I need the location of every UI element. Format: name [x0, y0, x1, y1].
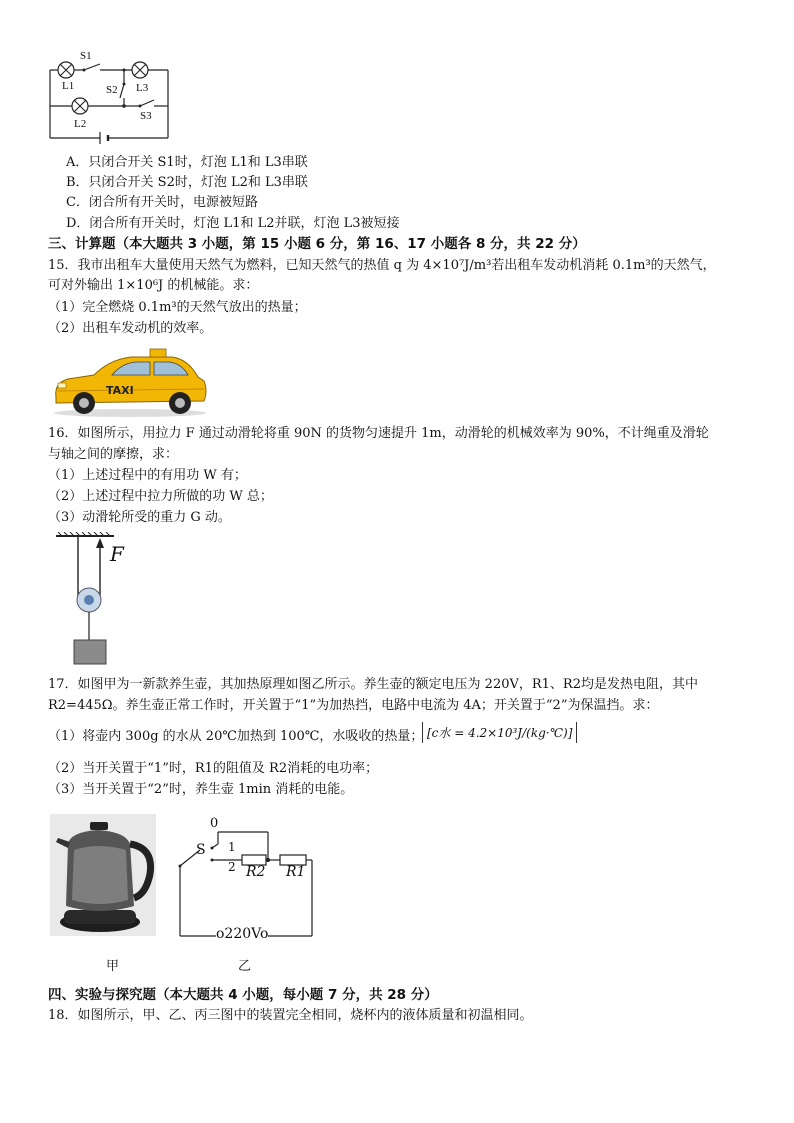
section-4-heading: 四、实验与探究题（本大题共 4 小题，每小题 7 分，共 28 分） [48, 987, 438, 1003]
kettle-circuit-diagram [172, 814, 322, 942]
label-s1: S1 [80, 50, 92, 62]
resistor-r1-label: R1 [286, 864, 306, 880]
q16-sub-3: （3）动滑轮所受的重力 G 动。 [48, 510, 231, 525]
q18-line-1: 18．如图所示，甲、乙、丙三图中的装置完全相同，烧杯内的液体质量和初温相同。 [48, 1008, 533, 1023]
switch-pos-1: 1 [228, 840, 236, 854]
taxi-text: TAXI [106, 384, 134, 397]
switch-label-s: S [196, 842, 206, 858]
option-b: B．只闭合开关 S2时，灯泡 L2和 L3串联 [66, 175, 308, 190]
figure-caption-jia: 甲 [106, 959, 120, 974]
q15-sub-1: （1）完全燃烧 0.1m³的天然气放出的热量； [48, 300, 307, 315]
q16-sub-2: （2）上述过程中拉力所做的功 W 总； [48, 489, 273, 504]
switch-pos-2: 2 [228, 860, 236, 874]
pulley-diagram [52, 532, 142, 668]
force-label: F [110, 542, 124, 566]
q17-line-2: R2=445Ω。养生壶正常工作时，开关置于“1”为加热挡，电路中电流为 4A；开关置于“2”为保温挡。求： [48, 698, 659, 713]
option-d: D．闭合所有开关时，灯泡 L1和 L2并联，灯泡 L3被短接 [66, 216, 400, 231]
label-s2: S2 [106, 84, 118, 96]
q15-line-2: 可对外输出 1×10⁶J 的机械能。求： [48, 278, 259, 293]
taxi-image [50, 347, 210, 419]
switch-pos-0: 0 [210, 816, 219, 831]
q16-sub-1: （1）上述过程中的有用功 W 有； [48, 468, 247, 483]
kettle-image [50, 814, 156, 936]
label-s3: S3 [140, 110, 152, 122]
voltage-label: o220Vo [216, 926, 269, 942]
q17-formula: [c水 = 4.2×10³J/(kg·℃)] [422, 722, 577, 743]
option-c: C．闭合所有开关时，电源被短路 [66, 195, 258, 210]
label-l2: L2 [74, 118, 87, 130]
q17-line-1: 17．如图甲为一新款养生壶，其加热原理如图乙所示。养生壶的额定电压为 220V，R1、R2均是发热电阻，其中 [48, 677, 698, 692]
q16-line-2: 与轴之间的摩擦，求： [48, 447, 179, 462]
q16-line-1: 16．如图所示，用拉力 F 通过动滑轮将重 90N 的货物匀速提升 1m，动滑轮的机械效率为 90%，不计绳重及滑轮 [48, 426, 709, 441]
label-l3: L3 [136, 82, 149, 94]
resistor-r2-label: R2 [246, 864, 266, 880]
section-3-heading: 三、计算题（本大题共 3 小题，第 15 小题 6 分，第 16、17 小题各 8 分，共 22 分） [48, 236, 586, 252]
q17-sub-1: （1）将壶内 300g 的水从 20℃加热到 100℃，水吸收的热量； [48, 729, 424, 744]
circuit-diagram-svg [44, 52, 174, 144]
label-l1: L1 [62, 80, 75, 92]
q17-sub-3: （3）当开关置于“2”时，养生壶 1min 消耗的电能。 [48, 782, 354, 797]
circuit-diagram-q14 [44, 52, 174, 144]
q17-sub-2: （2）当开关置于“1”时，R1的阻值及 R2消耗的电功率； [48, 761, 379, 776]
figure-caption-yi: 乙 [238, 959, 252, 974]
q15-sub-2: （2）出租车发动机的效率。 [48, 321, 213, 336]
option-a: A．只闭合开关 S1时，灯泡 L1和 L3串联 [66, 155, 308, 170]
q15-line-1: 15．我市出租车大量使用天然气为燃料，已知天然气的热值 q 为 4×10⁷J/m³若出租车发动机消耗 0.1m³的天然气， [48, 258, 716, 273]
